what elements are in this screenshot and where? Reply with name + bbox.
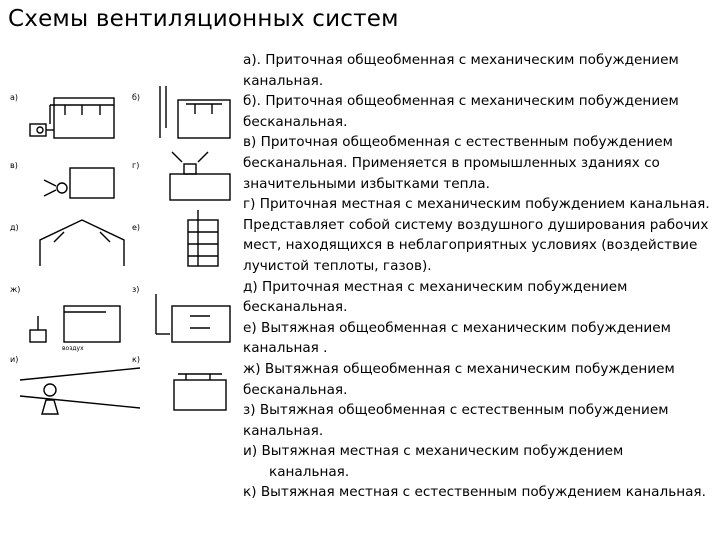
description-g: г) Приточная местная с механическим побуждением канальная. Представляет собой систему воздушного душирования рабочих мест, находящихся в неблагоприятных условиях (воздействие лучистой теплоты, газов). — [243, 196, 710, 274]
description-b: б). Приточная общеобменная с механическим побуждением бесканальная. — [243, 93, 679, 130]
description-i-cont: канальная. — [269, 463, 350, 480]
scheme-label-a: а) — [10, 93, 19, 102]
scheme-e — [132, 210, 218, 266]
scheme-label-i: и) — [10, 355, 19, 364]
descriptions — [243, 50, 713, 503]
scheme-a — [10, 93, 114, 138]
scheme-label-v: в) — [10, 161, 18, 170]
description-zh: ж) Вытяжная общеобменная с механическим побуждением бесканальная. — [243, 360, 675, 398]
scheme-label-b: б) — [132, 93, 141, 102]
scheme-k — [132, 355, 226, 410]
scheme-z — [132, 285, 230, 342]
page-title: Схемы вентиляционных систем — [8, 6, 399, 32]
schemes-figure — [10, 80, 234, 510]
scheme-label-k: к) — [132, 355, 140, 364]
description-a: а). Приточная общеобменная с механическим побуждением канальная. — [243, 52, 679, 89]
scheme-label-g: г) — [132, 161, 140, 170]
scheme-label-d: д) — [10, 223, 19, 232]
scheme-label-e: е) — [132, 223, 141, 232]
description-z: з) Вытяжная общеобменная с естественным побуждением канальная. — [243, 402, 669, 439]
scheme-i — [10, 355, 140, 414]
scheme-label-z: з) — [132, 285, 140, 294]
scheme-v — [10, 161, 114, 198]
air-label: воздух — [62, 345, 84, 352]
description-i: и) Вытяжная местная с механическим побуждением — [243, 443, 624, 460]
description-e: е) Вытяжная общеобменная с механическим побуждением канальная . — [243, 319, 671, 357]
description-v: в) Приточная общеобменная с естественным побуждением бесканальная. Применяется в промышленных зданиях со значительными избытками тепла. — [243, 134, 673, 192]
scheme-b — [132, 86, 230, 138]
scheme-g — [132, 152, 230, 200]
scheme-label-zh: ж) — [10, 285, 21, 294]
description-d: д) Приточная местная с механическим побуждением бесканальная. — [243, 278, 628, 316]
scheme-d — [10, 220, 124, 266]
scheme-zh — [10, 285, 120, 352]
description-k: к) Вытяжная местная с естественным побуждением канальная. — [243, 484, 706, 501]
